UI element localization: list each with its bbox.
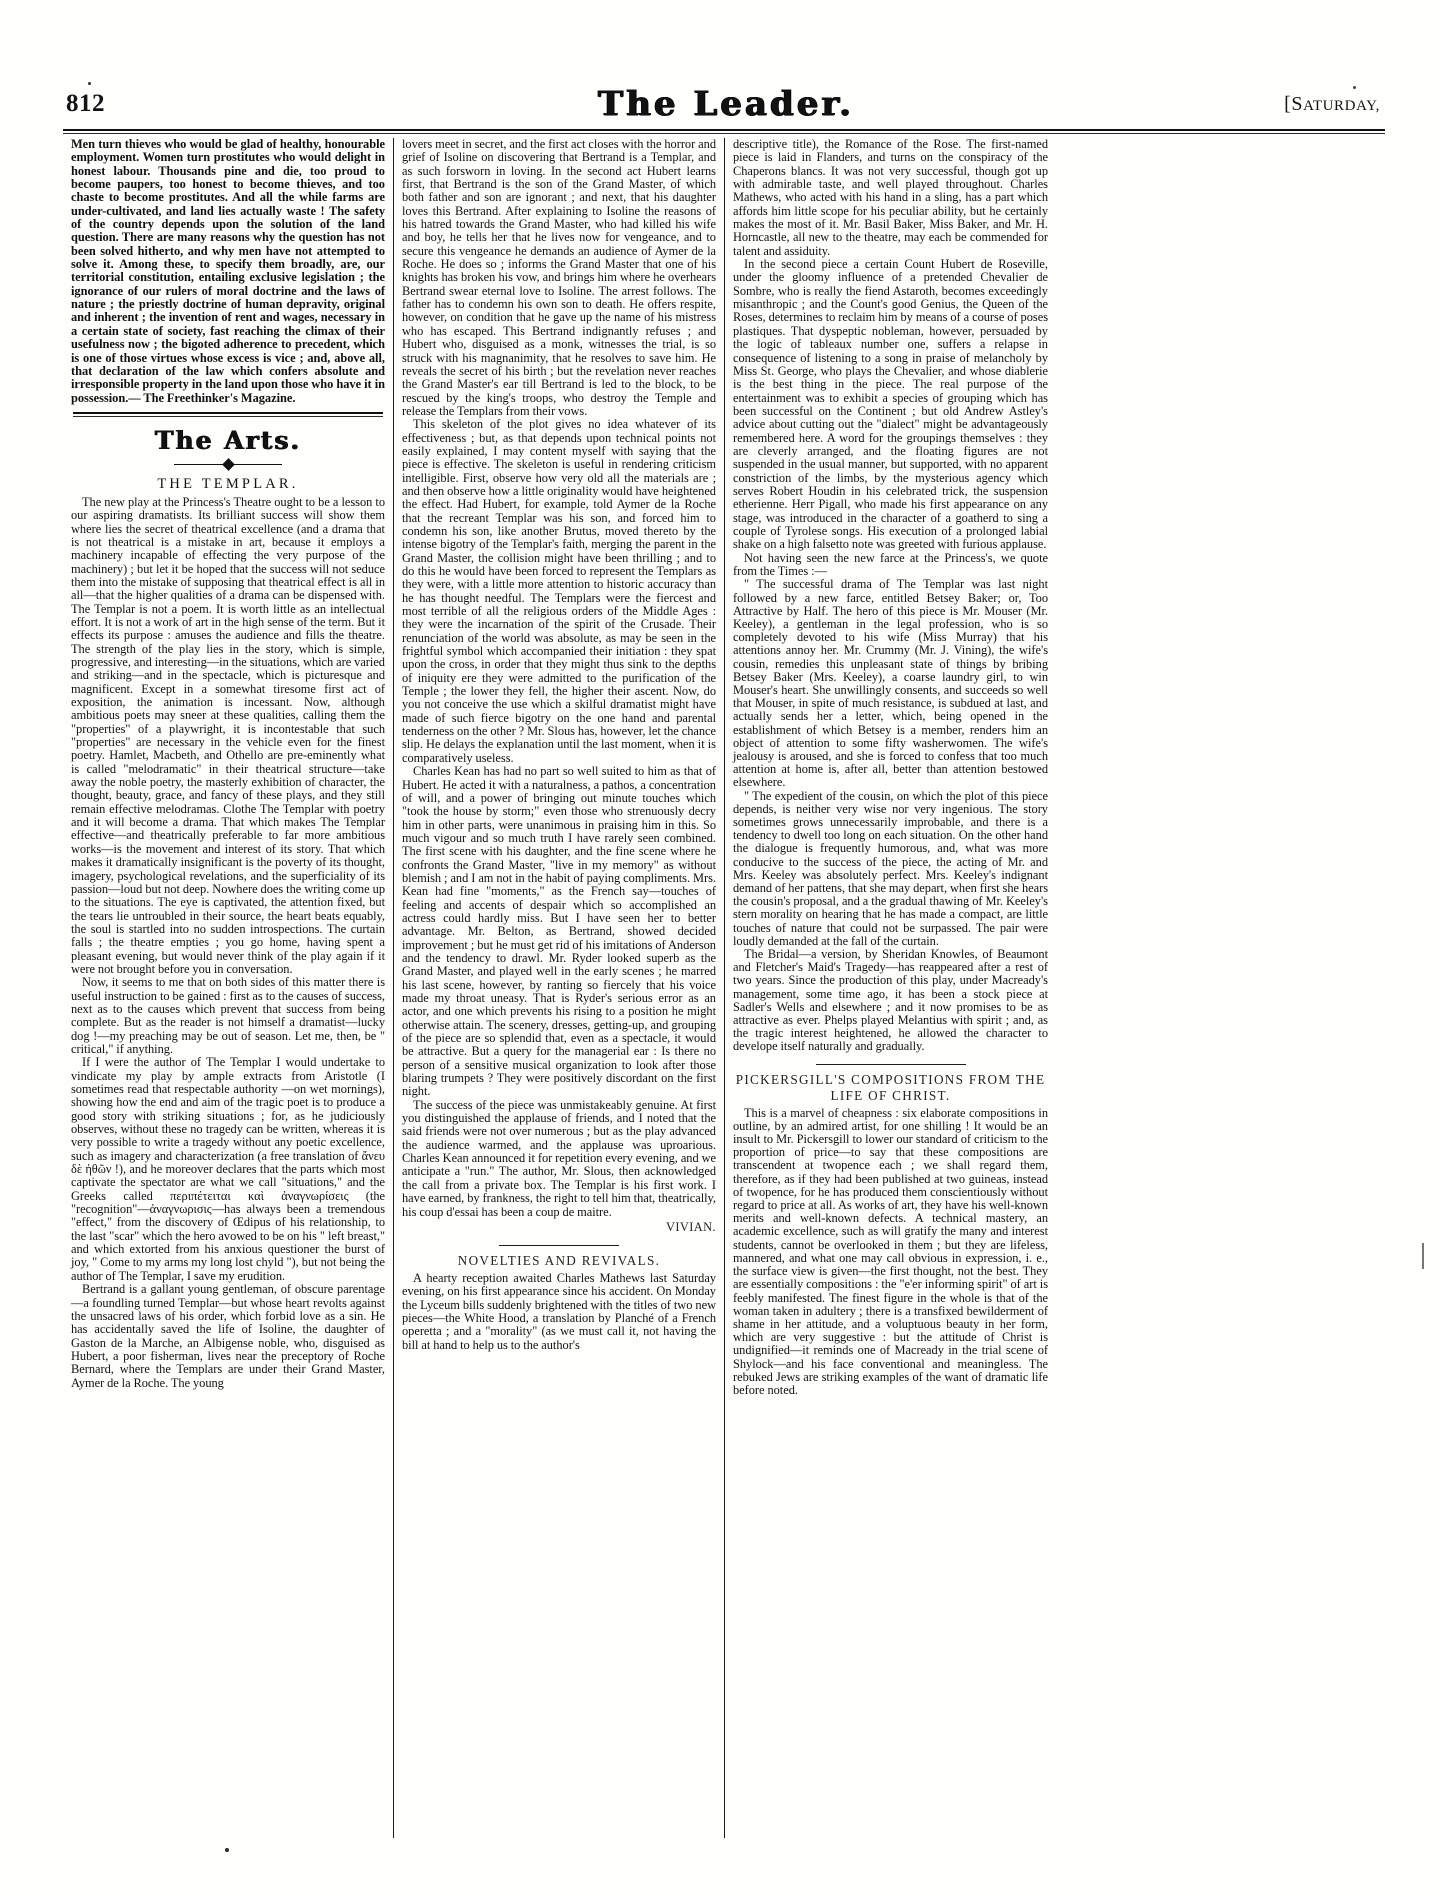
- publication-title: The Leader.: [597, 84, 855, 124]
- column-3: [725, 138, 1056, 1838]
- templar-paragraph-3: If I were the author of The Templar I would undertake to vindicate my play by ample extracts from Aristotle (I sometimes read that respectable authority —on wet mornings), showing how the end and aim of the tragic poet is to produce a good story with striking situations ; for, as he judiciously observes, without these no tragedy can be written, whereas it is very possible to write a tragedy without any poetic excellence, such as imagery and characterization (a free translation of ἄνευ δὲ ἠθῶν !), and he moreover declares that the parts which most captivate the spectator are what we call "situations," and the Greeks called περιπέτειται καὶ ἀναγνωρίσεις (the "recognition"—ἀναγνωρισις—has always been a tremendous "effect," from the discovery of Œdipus of his relationship, to the last "scar" which the hero avowed to be on his " left breast," and which extorted from his anxious questioner the burst of joy, " Come to my arms my long lost chyld "), but not being the author of The Templar, I save my erudition.: [71, 1055, 385, 1283]
- acting-review-paragraph: Charles Kean has had no part so well suited to him as that of Hubert. He acted it with a naturalness, a pathos, a concentration of will, and a power of bringing out minute touches which "took the house by storm;" even those who strenuously decry him in other parts, were unanimous in praising him in this. So much vigour and so much truth I have rarely seen combined. The first scene with his daughter, and the fine scene where he confronts the Grand Master, "live in my memory" as without blemish ; and I am not in the habit of paying compliments. Mrs. Kean had fine "moments," as the French say—touches of feeling and accents of despair which so accomplished an actress could hardly miss. But I have seen her to better advantage. Mr. Belton, as Bertrand, showed decided improvement ; but he must get rid of his imitations of Anderson and the tendency to drawl. Mr. Ryder looked superb as the Grand Master, and played well in the early scenes ; he marred his last scene, however, by ranting so fiercely that his voice made my throat uneasy. That is Ryder's serious error as an actor, and one which prevents his rising to a position he might otherwise attain. The scenery, dresses, getting-up, and grouping of the piece are so splendid that, even as a spectacle, it would be attractive. But a query for the managerial ear : Is there no person of a sensitive musical organization to look after those blaring trumpets ? They were positively discordant on the first night.: [402, 764, 716, 1099]
- pickersgill-paragraph-1: This is a marvel of cheapness : six elaborate compositions in outline, by an admired artist, for one shilling ! It would be an insult to Mr. Pickersgill to lower our standard of criticism to the proportion of price—to say that these compositions are transcendent at twopence each ; we shall regard them, therefore, as if they had been published at two guineas, instead of twopence, for he has produced them conscientiously without regard to price at all. As works of art, they have his well-known merits and well-known defects. A technical mastery, an academic excellence, such as will gratify the many and interest students, cannot be overlooked in them ; but they are lifeless, mannered, and what one may call obvious in expression, i. e., the surface view is given—the first thought, not the best. They are essentially compositions : the "e'er informing spirit" of art is feebly manifested. The finest figure in the whole is that of the woman taken in adultery ; there is a transfixed bewilderment of shame in her attitude, and a voluptuous beauty in her form, which are very suggestive : but the attitude of Christ is undignified—it reminds one of Macready in the trial scene of Shylock—and his face conventional and meaningless. The rebuked Jews are striking examples of the want of dramatic life before noted.: [733, 1105, 1048, 1397]
- section-divider-rule: [73, 412, 383, 417]
- masthead-rule: [63, 129, 1385, 134]
- pickersgill-heading: [733, 1072, 1048, 1104]
- pickersgill-heading-line-1: PICKERSGILL'S COMPOSITIONS FROM THE: [735, 1071, 1046, 1087]
- templar-paragraph-4: Bertrand is a gallant young gentleman, of obscure parentage—a foundling turned Templar—but whose heart revolts against the unsacred laws of his order, which forbid love as a sin. He has accidentally saved the life of Isoline, the daughter of Gaston de la Marche, an Albigense noble, who, disguised as Hubert, a poor fisherman, lives near the preceptory of Roche Bernard, where the Templars are under their Grand Master, Aymer de la Roche. The young: [71, 1282, 385, 1390]
- templar-article-heading: THE TEMPLAR.: [157, 475, 299, 492]
- times-quote-intro: Not having seen the new farce at the Princess's, we quote from the Times :—: [733, 550, 1048, 578]
- rose-review-paragraph-1: descriptive title), the Romance of the Rose. The first-named piece is laid in Flanders, and turns on the conspiracy of the Chaperons blancs. It was not very successful, though got up with admirable taste, and well played throughout. Charles Mathews, who acted with his hand in a sling, has a part which affords him little scope for his peculiar ability, but he certainly makes the most of it. Mr. Basil Baker, Miss Baker, and Mr. H. Horncastle, all new to the theatre, may each be commended for talent and assiduity.: [733, 137, 1048, 258]
- novelties-divider-rule: [499, 1245, 619, 1246]
- rose-review-paragraph-2: In the second piece a certain Count Hubert de Roseville, under the gloomy influence of a pretended Chevalier de Sombre, who is really the fiend Astaroth, becomes exceedingly misanthropic ; and the Count's good Genius, the Queen of the Roses, determines to reclaim him by means of a course of poses plastiques. That dyspeptic nobleman, however, persuaded by the logic of tableaux number one, suffers a relapse in consequence of listening to a song in praise of melancholy by Miss St. George, who plays the Chevalier, and whose diablerie is the best thing in the piece. The real purpose of the entertainment was to exhibit a species of grouping which has been successful on the Continent ; but old Andrew Astley's advice about cutting out the "dialect" might be advantageously remembered here. A word for the groupings themselves : they are cleverly arranged, and the floating figures are not suspended in the usual manner, but supported, with no apparent constriction of the limbs, by the mysterious agency which serves Robert Houdin in his celebrated trick, the suspension etherienne. Herr Pigall, who made his first appearance on any stage, was introduced in the character of a goatherd to sing a couple of Tyrolese songs. His execution of a prolonged labial shake on a high falsetto note was greeted with furious applause.: [733, 257, 1048, 552]
- page-folio-number: 812: [66, 90, 105, 117]
- novelties-paragraph-1: A hearty reception awaited Charles Mathews last Saturday evening, on his first appearance since his accident. On Monday the Lyceum bills suddenly brightened with the titles of two new pieces—the White Hood, a translation by Planché of a French operetta ; and a "morality" (as we must call it, not having the bill at hand to help us to the author's: [402, 1270, 716, 1352]
- pickersgill-divider-rule: [816, 1064, 966, 1065]
- masthead: [66, 84, 1386, 128]
- plot-paragraph-1: lovers meet in secret, and the first act closes with the horror and grief of Isoline on discovering that Bertrand is a Templar, and as such forsworn in loving. In the second act Hubert learns first, that Bertrand is the son of the Grand Master, of which both father and son are ignorant ; and next, that his daughter loves this Bertrand. After explaining to Isoline the reasons of his hatred towards the Grand Master, who had killed his wife and boy, he tells her that he lives now for vengeance, and to secure this vengeance he demands an audience of Aymer de la Roche. He does so ; informs the Grand Master that one of his knights has broken his vow, and brings him where he overhears Bertrand swear eternal love to Isoline. The arrest follows. The father has to condemn his own son to death. He offers respite, however, on condition that he gave up the name of his mistress who has escaped. This Bertrand indignantly refuses ; and Hubert who, disguised as a monk, witnesses the trial, is so struck with his magnanimity, that he resolves to save him. He reveals the secret of his birth ; but the revelation never reaches the Grand Master's ear till Bertrand is led to the block, to be rescued by the king's troops, who destroy the Temple and release the Templars from their vows.: [402, 137, 716, 418]
- templar-paragraph-2: Now, it seems to me that on both sides of this matter there is useful instruction to be gained : first as to the causes of success, next as to the causes which prevent that success from being complete. But as the reader is not himself a dramatist—lucky dog !—my preaching may be out of season. Let me, then, be " critical," if anything.: [71, 975, 385, 1056]
- page-edge-mark: [1422, 1243, 1424, 1269]
- success-paragraph: The success of the piece was unmistakeably genuine. At first you distinguished the applause of friends, and I noted that the said friends were not over numerous ; but as the play advanced the audience warmed, and the applause was uproarious. Charles Kean announced it for repetition every evening, and we anticipate a "run." The author, Mr. Slous, then acknowledged the call from a private box. The Templar is his first work. I have earned, by frankness, the right to tell him that, theatrically, his coup d'essai has been a coup de maitre.: [402, 1097, 716, 1219]
- column-2: [394, 138, 725, 1838]
- times-quote-paragraph-2: " The expedient of the cousin, on which the plot of this piece depends, is neither very wise nor very ingenious. The story sometimes grows unnecessarily improbable, and there is a tendency to dwell too long on each situation. On the other hand the dialogue is frequently humorous, and, what was more conducive to the success of the piece, the acting of Mr. and Mrs. Keeley was absolutely perfect. Mrs. Keeley's indignant demand of her pattens, that she may depart, when first she hears the cousin's proposal, and a the gradual thawing of Mr. Keeley's stern morality on hearing that he has made a compact, are little touches of nature that could not be surpassed. The pair were loudly demanded at the fall of the curtain.: [733, 788, 1048, 948]
- column-1: [63, 138, 394, 1838]
- novelties-heading: NOVELTIES AND REVIVALS.: [457, 1252, 661, 1268]
- pickersgill-heading-line-2: LIFE OF CHRIST.: [830, 1087, 951, 1103]
- print-speck: [88, 82, 91, 85]
- article-signature: VIVIAN.: [666, 1219, 716, 1234]
- the-arts-heading: The Arts.: [154, 425, 302, 455]
- times-quote-paragraph-1: " The successful drama of The Templar was last night followed by a new farce, entitled Betsey Baker; or, Too Attractive by Half. The hero of this piece is Mr. Mouser (Mr. Keeley), a gentleman in the legal profession, who is so completely devoted to his wife (Miss Murray) that his attentions annoy her. Mr. Crummy (Mr. J. Vining), the wife's cousin, remedies this unpleasant state of things by bribing Betsey Baker (Mrs. Keeley), a coarse laundry girl, to win Mouser's heart. She unwillingly consents, and succeeds so well that Mouser, in spite of much resistance, is subdued at last, and actually sends her a letter, which, being opened in the establishment of which Betsey is a member, renders him an object of attention to some fifty washerwomen. The wife's jealousy is aroused, and she is forced to confess that too much attention at home is, after all, better than attention bestowed elsewhere.: [733, 577, 1048, 790]
- plot-paragraph-2: This skeleton of the plot gives no idea whatever of its effectiveness ; but, as that depends upon technical points not easily explained, I may content myself with saying that the piece is effective. The skeleton is useful in rendering criticism intelligible. First, observe how very old all the materials are ; and then observe how a little originality would have heightened the effect. Had Hubert, for example, told Aymer de la Roche that the recreant Templar was his son, and forced him to condemn his son, like another Brutus, moved thereto by the intense bigotry of the Templar's faith, merging the parent in the Grand Master, the collision might have been thrilling ; and to do this he would have been forced to represent the Templars as they were, with a little more attention to historic accuracy than he has thought needful. The Templars were the fiercest and most terrible of all the religious orders of the Middle Ages : they were the incarnation of the spirit of the Crusade. Their renunciation of the world was absolute, as may be seen in the frightful symbol which accompanied their initiation : they spat upon the cross, in order that they might thus sink to the depths of iniquity ere they were admitted to the purification of the Temple ; the lower they fell, the higher their ascent. Now, do you not conceive the use which a skilful dramatist might have made of such fierce bigotry on the one hand and parental tenderness on the other ? Mr. Slous has, however, let the chance slip. He delays the explanation until the last moment, when it is comparatively useless.: [402, 417, 716, 765]
- bridal-paragraph: The Bridal—a version, by Sheridan Knowles, of Beaumont and Fletcher's Maid's Tragedy—has reappeared after a rest of two years. Since the production of this play, under Macready's management, some time ago, it has been a stock piece at Sadler's Wells and elsewhere ; and it now promises to be as attractive as ever. Phelps played Melantius with spirit ; and, as the tragic interest heightened, he allowed the character to develope itself naturally and gradually.: [733, 947, 1048, 1054]
- diamond-ornament-divider: [174, 459, 282, 471]
- page-bottom-speck: [225, 1848, 229, 1852]
- templar-paragraph-1: The new play at the Princess's Theatre ought to be a lesson to our aspiring dramatists. Its brilliant success will show them where lies the secret of theatrical excellence (and a drama that is not theatrical is a mistake in art, because it employs a machinery incapable of effecting the very purpose of the machinery) ; but let it be hoped that the success will not seduce them into the mistake of supposing that theatrical effect is all in all—that the higher qualities of a drama can be dispensed with. The Templar is not a poem. It is worth little as an intellectual effort. It is not a work of art in the high sense of the term. But it effects its purpose : amuses the audience and fills the theatre. The strength of the play lies in the story, which is simple, progressive, and interesting—in the situations, which are varied and striking—and in the spectacle, which is picturesque and magnificent. Except in a somewhat tiresome first act of exposition, the animation is incessant. Now, although ambitious poets may sneer at these qualities, calling them the "properties" of a playwright, it is incontestable that such "properties" are necessary in the vehicle even for the finest poetry. Hamlet, Macbeth, and Othello are pre-eminently what is called "melodramatic" in their theatrical structure—take away the noble poetry, the masterly exhibition of character, the thought, beauty, grace, and fancy of these plays, and they still remain effective melodramas. Clothe The Templar with poetry and it will become a drama. That which makes The Templar effective—and theatrically preferable to far more ambitious works—is the movement and interest of its story. That which makes it dramatically insignificant is the poverty of its thought, imagery, psychological revelations, and the superficiality of its passion—loud but not deep. Nowhere does the writing come up to the situations. The eye is captivated, the attention fixed, but the tears lie untroubled in their source, the heart beats equably, the soul is startled into no sudden introspections. The curtain falls ; the theatre empties ; you go home, having spent a pleasant evening, but would never think of the play again if it were not brought before you in conversation.: [71, 494, 385, 976]
- print-speck-right: [1353, 86, 1356, 89]
- column-grid: [63, 138, 1387, 1838]
- freethinker-extract: Men turn thieves who would be glad of healthy, honourable employment. Women turn prostitutes who would delight in honest labour. Thousands pine and die, too proud to become paupers, too honest to become thieves, and too chaste to become prostitutes. And all the while farms are under-cultivated, and land lies actually waste ! The safety of the country depends upon the solution of the land question. There are many reasons why the question has not been solved hitherto, and why men have not attempted to solve it. Among these, to specify them broadly, are, our territorial constitution, entailing exclusive legislation ; the ignorance of our rulers of moral doctrine and the laws of nature ; the priestly doctrine of human depravity, original and inherent ; the invention of rent and wages, necessary in a certain state of society, fast reaching the climax of their usefulness now ; the bigoted adherence to precedent, which is one of those virtues whose excess is vice ; and, above all, that declaration of the law which confers absolute and irresponsible property in the land upon those who have it in possession.— The Freethinker's Magazine.: [71, 137, 385, 405]
- issue-day-label: [SATURDAY,: [1284, 93, 1380, 115]
